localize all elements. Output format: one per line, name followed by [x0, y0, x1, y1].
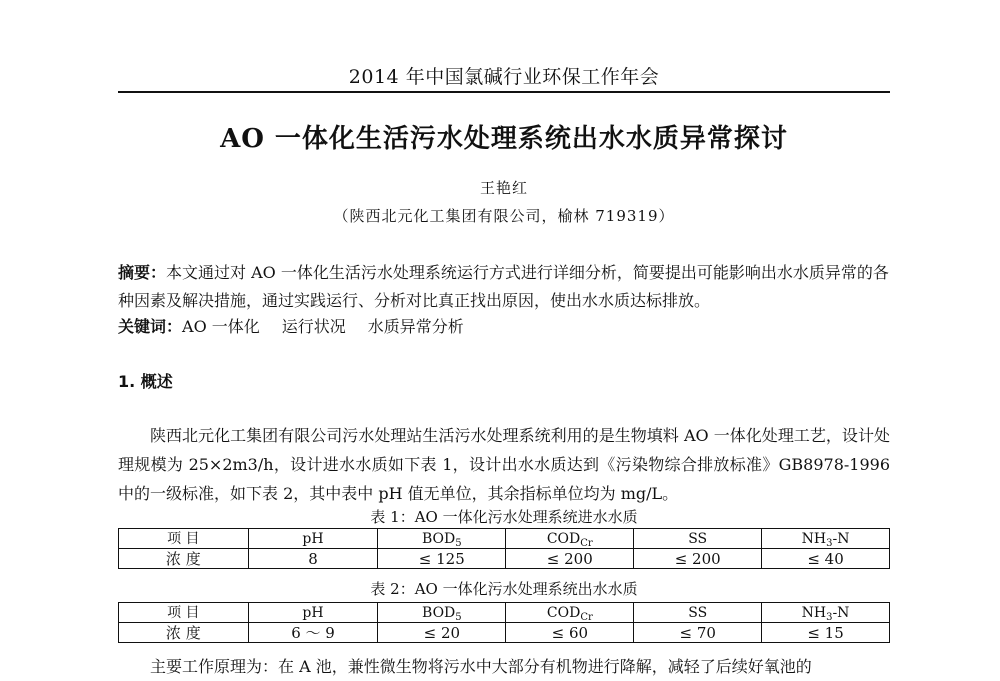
table-cell: 浓 度	[119, 549, 249, 569]
abstract-text: 本文通过对 AO 一体化生活污水处理系统运行方式进行详细分析，简要提出可能影响出水水质异常的各种因素及解决措施，通过实践运行、分析对比真正找出原因，使出水水质达标排放。	[118, 263, 889, 310]
keyword-item: 水质异常分析	[367, 317, 464, 336]
author-name: 王艳红	[479, 179, 528, 197]
table-header-cell: SS	[634, 529, 762, 549]
table1-influent-quality	[118, 528, 890, 569]
table-cell: ≤ 70	[634, 623, 762, 643]
overview-paragraph: 陕西北元化工集团有限公司污水处理站生活污水处理系统利用的是生物填料 AO 一体化处理工艺，设计处理规模为 25×2m3/h，设计进水水质如下表 1，设计出水水质达到《污染物综合排放标准》GB8978-1996 中的一级标准，如下表 2，其中表中 pH 值无单位，其余指标单位均为 mg/L。	[118, 426, 890, 503]
keywords	[118, 315, 890, 339]
table-header-cell: 项 目	[119, 603, 249, 623]
principle-paragraph: 主要工作原理为：在 A 池，兼性微生物将污水中大部分有机物进行降解，减轻了后续好氧池的	[150, 657, 812, 676]
table-cell: 8	[248, 549, 378, 569]
table-cell: ≤ 200	[634, 549, 762, 569]
bod-subscript: 5	[455, 537, 462, 549]
table-header-cell: SS	[634, 603, 762, 623]
table-header-row	[119, 603, 890, 623]
table-cell: ≤ 20	[378, 623, 506, 643]
bod-label: BOD	[421, 530, 456, 547]
nh-subscript: 3	[826, 537, 833, 549]
table-header-cell: 项 目	[119, 529, 249, 549]
header-rule	[118, 91, 890, 93]
table-header-cell	[378, 529, 506, 549]
table-cell: ≤ 200	[506, 549, 634, 569]
cod-label: COD	[546, 530, 581, 547]
section-heading-overview: 1. 概述	[118, 372, 173, 391]
nh-suffix: -N	[832, 604, 850, 621]
table1-caption: 表 1：AO 一体化污水处理系统进水水质	[370, 508, 638, 526]
paper-title: AO 一体化生活污水处理系统出水水质异常探讨	[220, 124, 788, 154]
table-header-cell	[762, 603, 890, 623]
cod-subscript: Cr	[580, 611, 593, 623]
table-header-cell	[378, 603, 506, 623]
table-header-row	[119, 529, 890, 549]
table-cell: ≤ 15	[762, 623, 890, 643]
abstract	[118, 259, 890, 315]
bod-label: BOD	[422, 604, 456, 621]
table-cell: ≤ 125	[378, 549, 506, 569]
cod-subscript: Cr	[580, 537, 593, 549]
table2-effluent-quality	[118, 602, 890, 643]
table-header-cell: pH	[248, 529, 378, 549]
table-cell: 浓 度	[119, 623, 249, 643]
table-header-cell	[506, 603, 634, 623]
table2-caption: 表 2：AO 一体化污水处理系统出水水质	[370, 580, 638, 598]
keyword-item: 运行状况	[281, 317, 346, 336]
nh-suffix: -N	[832, 530, 850, 547]
table-header-cell	[762, 529, 890, 549]
author-affiliation: （陕西北元化工集团有限公司，榆林 719319）	[333, 207, 675, 225]
running-header: 2014 年中国氯碱行业环保工作年会	[348, 66, 660, 88]
nh-label: NH	[801, 530, 827, 547]
nh-subscript: 3	[826, 611, 833, 623]
table-cell: 6 ～ 9	[248, 623, 378, 643]
nh-label: NH	[801, 604, 827, 621]
table-header-cell	[506, 529, 634, 549]
abstract-label: 摘要：	[118, 263, 167, 282]
table-header-cell: pH	[248, 603, 378, 623]
table-cell: ≤ 40	[762, 549, 890, 569]
table-row	[119, 623, 890, 643]
keyword-item: AO 一体化	[182, 317, 260, 336]
table-row	[119, 549, 890, 569]
bod-subscript: 5	[455, 611, 462, 623]
keywords-label: 关键词：	[118, 317, 183, 336]
cod-label: COD	[546, 604, 581, 621]
table-cell: ≤ 60	[506, 623, 634, 643]
